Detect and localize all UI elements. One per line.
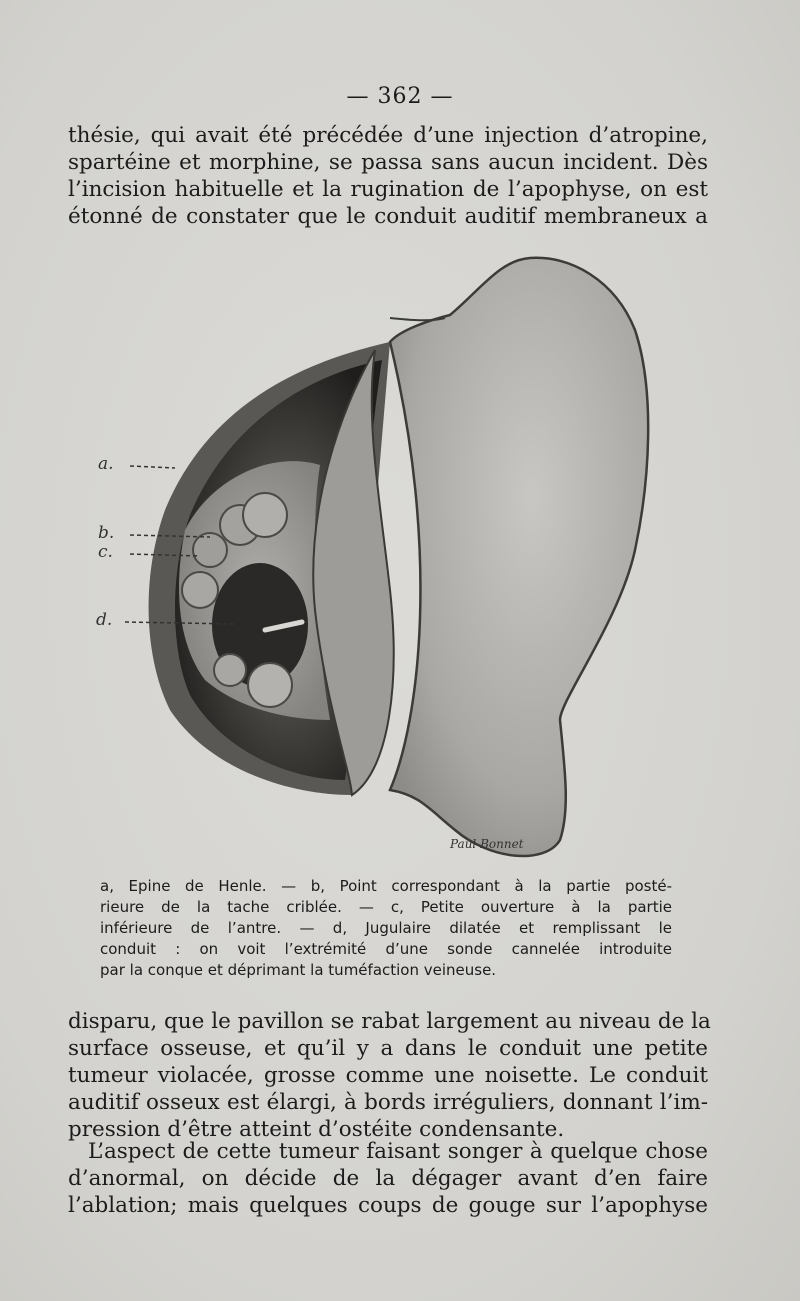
text-line: disparu, que le pavillon se rabat largement au niveau de la xyxy=(68,1009,711,1034)
artist-signature: Paul Bonnet xyxy=(450,837,524,851)
caption-line: a, Epine de Henle. — b, Point correspondant à la partie posté- xyxy=(100,877,672,895)
caption-line: par la conque et déprimant la tuméfaction veineuse. xyxy=(100,961,497,979)
label-b: b. xyxy=(98,523,115,543)
label-a: a. xyxy=(98,454,114,474)
text-line: surface osseuse, et qu’il y a dans le conduit une petite xyxy=(68,1036,708,1061)
second-paragraph xyxy=(68,1138,708,1219)
auricle xyxy=(390,258,648,856)
text-line: auditif osseux est élargi, à bords irréguliers, donnant l’im- xyxy=(68,1090,708,1115)
text-line: tumeur violacée, grosse comme une noisette. Le conduit xyxy=(68,1063,708,1088)
caption-line: inférieure de l’antre. — d, Jugulaire dilatée et remplissant le xyxy=(100,919,672,937)
ear-illustration xyxy=(90,250,690,870)
text-line: étonné de constater que le conduit auditif membraneux a xyxy=(68,204,708,229)
text-line: spartéine et morphine, se passa sans aucun incident. Dès xyxy=(68,150,708,175)
caption-line: rieure de la tache criblée. — c, Petite ouverture à la partie xyxy=(100,898,672,916)
text-line: pression d’être atteint d’ostéite condensante. xyxy=(68,1117,565,1142)
label-d: d. xyxy=(96,610,113,630)
text-line: l’ablation; mais quelques coups de gouge sur l’apophyse xyxy=(68,1193,708,1218)
text-line: l’incision habituelle et la rugination de l’apophyse, on est xyxy=(68,177,708,202)
text-line: d’anormal, on décide de la dégager avant d’en faire xyxy=(68,1166,708,1191)
ear-drawing xyxy=(90,250,690,870)
text-line: thésie, qui avait été précédée d’une injection d’atropine, xyxy=(68,123,708,148)
caption-line: conduit : on voit l’extrémité d’une sonde cannelée introduite xyxy=(100,940,672,958)
leader-a xyxy=(130,466,175,468)
label-c: c. xyxy=(98,542,113,562)
bottom-paragraph xyxy=(68,1008,711,1143)
figure-caption xyxy=(100,876,672,981)
page-number: — 362 — xyxy=(346,84,454,109)
top-paragraph xyxy=(68,122,708,230)
text-line: L’aspect de cette tumeur faisant songer à quelque chose xyxy=(88,1139,708,1164)
